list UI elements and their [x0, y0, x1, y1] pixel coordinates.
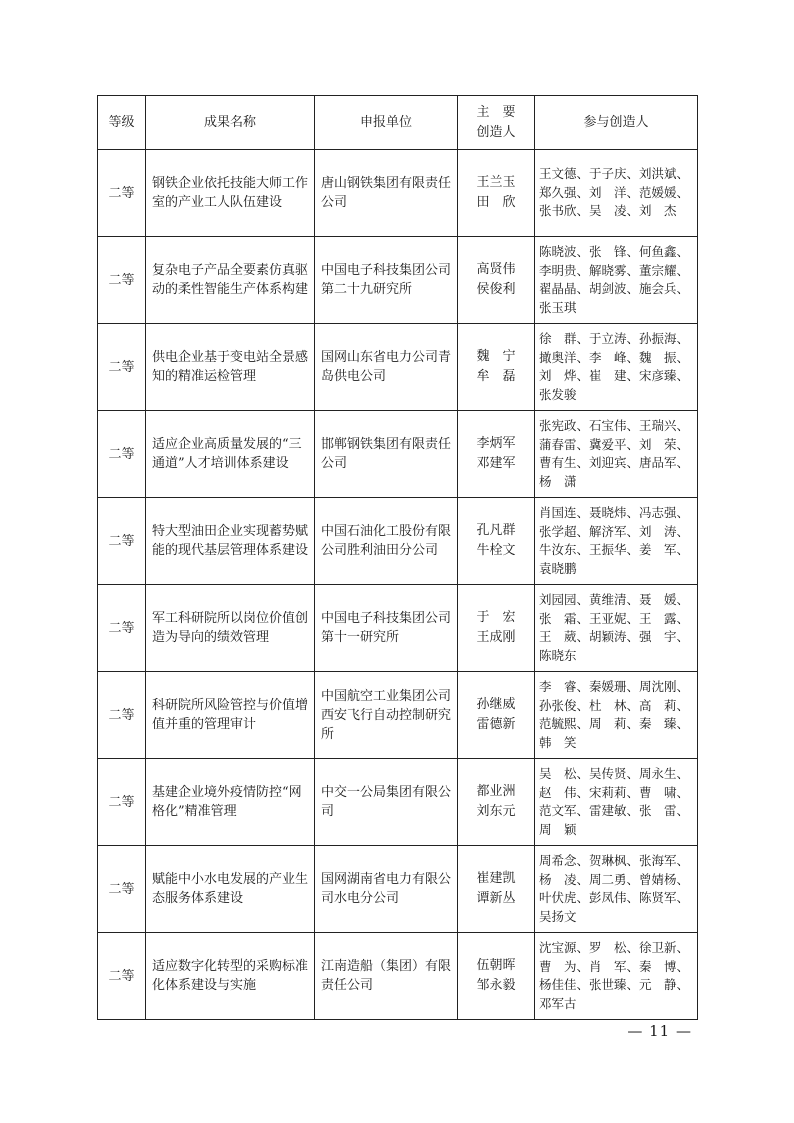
table-row: [98, 672, 698, 759]
main-creator-cell: [458, 933, 535, 1020]
main-creator-cell: [458, 150, 535, 237]
applicant-unit-cell: 国网山东省电力公司青岛供电公司: [315, 324, 458, 411]
table-row: [98, 585, 698, 672]
participants-line: 张玉琪: [539, 299, 577, 315]
main-creator-name: 魏 宁: [476, 349, 516, 364]
main-creator-cell: [458, 846, 535, 933]
main-creator-cell: [458, 498, 535, 585]
participants-line: 韩 笑: [539, 734, 577, 750]
main-creator-name: 刘东元: [476, 804, 516, 819]
participants-cell: [535, 411, 698, 498]
achievement-name-cell: 供电企业基于变电站全景感知的精准运检管理: [146, 324, 315, 411]
participants-line: 杨 凌、周二勇、曾婧杨、: [539, 871, 690, 887]
header-main-creator-line1: 主 要: [476, 104, 516, 120]
participants-line: 刘园园、黄维清、聂 媛、: [539, 592, 690, 607]
participants-cell: [535, 237, 698, 324]
participants-line: 张发骏: [539, 386, 577, 402]
header-main-creator-line2: 创造人: [476, 124, 516, 140]
table-row: [98, 759, 698, 846]
main-creator-name: 王成刚: [476, 630, 516, 645]
participants-line: 王 葳、胡颖涛、强 宇、: [539, 629, 690, 644]
applicant-unit-cell: 江南造船（集团）有限责任公司: [315, 933, 458, 1020]
participants-line: 张宪政、石宝伟、王瑞兴、: [539, 418, 690, 433]
participants-line: 周希念、贺琳枫、张海军、: [539, 853, 690, 868]
main-creator-name: 孔凡群: [476, 523, 516, 538]
participants-line: 赵 伟、宋莉莉、曹 啸、: [539, 784, 690, 800]
main-creator-name: 王兰玉: [476, 175, 516, 190]
main-creator-name: 高贤伟: [476, 262, 516, 277]
participants-line: 吴 松、吴传贤、周永生、: [539, 766, 690, 781]
applicant-unit-cell: 国网湖南省电力有限公司水电分公司: [315, 846, 458, 933]
header-applicant-unit: 申报单位: [315, 96, 458, 150]
participants-line: 张 霜、王亚妮、王 露、: [539, 610, 690, 626]
main-creator-cell: [458, 585, 535, 672]
main-creator-name: 田 欣: [476, 195, 516, 210]
header-main-creator: [458, 96, 535, 150]
table-row: [98, 411, 698, 498]
participants-line: 曹有生、刘迎宾、唐品军、: [539, 455, 690, 470]
participants-line: 范文军、雷建敏、张 雷、: [539, 803, 690, 818]
participants-cell: [535, 846, 698, 933]
applicant-unit-cell: 唐山钢铁集团有限责任公司: [315, 150, 458, 237]
participants-line: 陈晓东: [539, 647, 577, 663]
participants-cell: [535, 498, 698, 585]
main-creator-name: 雷德新: [476, 717, 516, 732]
main-creator-name: 都业洲: [476, 784, 516, 799]
award-table: [97, 95, 698, 1020]
applicant-unit-cell: 中国石油化工股份有限公司胜利油田分公司: [315, 498, 458, 585]
grade-cell: 二等: [98, 672, 146, 759]
table-body: [98, 150, 698, 1020]
participants-line: 牛汝东、王振华、姜 军、: [539, 542, 690, 557]
achievement-name-cell: 基建企业境外疫情防控“网格化”精准管理: [146, 759, 315, 846]
grade-cell: 二等: [98, 585, 146, 672]
participants-line: 杨佳佳、张世臻、元 静、: [539, 977, 690, 992]
achievement-name-cell: 适应企业高质量发展的“三通道”人才培训体系建设: [146, 411, 315, 498]
participants-line: 杨 潇: [539, 473, 577, 489]
participants-line: 李明贵、解晓雾、董宗耀、: [539, 262, 690, 278]
participants-line: 叶伏虎、彭凤伟、陈贤军、: [539, 890, 690, 905]
main-creator-cell: [458, 672, 535, 759]
applicant-unit-cell: 中国航空工业集团公司西安飞行自动控制研究所: [315, 672, 458, 759]
main-creator-cell: [458, 324, 535, 411]
grade-cell: 二等: [98, 411, 146, 498]
grade-cell: 二等: [98, 933, 146, 1020]
participants-cell: [535, 150, 698, 237]
table-row: [98, 237, 698, 324]
achievement-name-cell: 赋能中小水电发展的产业生态服务体系建设: [146, 846, 315, 933]
main-creator-name: 邓建军: [476, 456, 516, 471]
grade-cell: 二等: [98, 846, 146, 933]
main-creator-name: 谭新丛: [476, 891, 516, 906]
table-header-row: [98, 96, 698, 150]
main-creator-name: 邹永毅: [476, 978, 516, 993]
table-row: [98, 324, 698, 411]
grade-cell: 二等: [98, 324, 146, 411]
main-creator-name: 孙继威: [476, 697, 516, 712]
participants-line: 蒲春雷、冀爱平、刘 荣、: [539, 436, 690, 452]
applicant-unit-cell: 中国电子科技集团公司第十一研究所: [315, 585, 458, 672]
achievement-name-cell: 钢铁企业依托技能大师工作室的产业工人队伍建设: [146, 150, 315, 237]
main-creator-name: 崔建凯: [476, 871, 516, 886]
main-creator-cell: [458, 237, 535, 324]
grade-cell: 二等: [98, 759, 146, 846]
participants-cell: [535, 672, 698, 759]
main-creator-cell: [458, 411, 535, 498]
participants-line: 孙张俊、杜 林、高 莉、: [539, 697, 690, 713]
grade-cell: 二等: [98, 150, 146, 237]
participants-line: 袁晓鹏: [539, 560, 577, 576]
achievement-name-cell: 适应数字化转型的采购标准化体系建设与实施: [146, 933, 315, 1020]
applicant-unit-cell: 邯郸钢铁集团有限责任公司: [315, 411, 458, 498]
participants-line: 肖国连、聂晓炜、冯志强、: [539, 505, 690, 520]
participants-line: 李 睿、秦媛珊、周沈刚、: [539, 679, 690, 694]
header-participants: 参与创造人: [535, 96, 698, 150]
participants-line: 邓军古: [539, 995, 577, 1011]
table-row: [98, 150, 698, 237]
applicant-unit-cell: 中交一公局集团有限公司: [315, 759, 458, 846]
table-row: [98, 933, 698, 1020]
table-row: [98, 498, 698, 585]
grade-cell: 二等: [98, 498, 146, 585]
participants-line: 沈宝源、罗 松、徐卫新、: [539, 940, 690, 955]
participants-cell: [535, 585, 698, 672]
participants-cell: [535, 933, 698, 1020]
main-creator-name: 牛栓文: [476, 543, 516, 558]
main-creator-cell: [458, 759, 535, 846]
table-row: [98, 846, 698, 933]
participants-cell: [535, 324, 698, 411]
main-creator-name: 李炳军: [476, 436, 516, 451]
participants-line: 撖奥洋、李 峰、魏 振、: [539, 349, 690, 365]
main-creator-name: 于 宏: [476, 610, 516, 625]
header-achievement-name: 成果名称: [146, 96, 315, 150]
participants-line: 张学超、解济军、刘 涛、: [539, 523, 690, 539]
main-creator-name: 牟 磊: [476, 369, 516, 384]
participants-line: 翟晶晶、胡剑波、施会兵、: [539, 281, 690, 296]
page-number: — 11 —: [627, 1022, 692, 1040]
participants-line: 范毓熙、周 莉、秦 臻、: [539, 716, 690, 731]
achievement-name-cell: 特大型油田企业实现蓄势赋能的现代基层管理体系建设: [146, 498, 315, 585]
achievement-name-cell: 复杂电子产品全要素仿真驱动的柔性智能生产体系构建: [146, 237, 315, 324]
header-grade: 等级: [98, 96, 146, 150]
participants-line: 刘 烨、崔 建、宋彦臻、: [539, 368, 690, 383]
participants-line: 曹 为、肖 军、秦 博、: [539, 958, 690, 974]
main-creator-name: 伍朝晖: [476, 958, 516, 973]
participants-cell: [535, 759, 698, 846]
achievement-name-cell: 军工科研院所以岗位价值创造为导向的绩效管理: [146, 585, 315, 672]
grade-cell: 二等: [98, 237, 146, 324]
participants-line: 郑久强、刘 洋、范媛媛、: [539, 184, 690, 200]
participants-line: 王文德、于子庆、刘洪斌、: [539, 166, 690, 182]
participants-line: 陈晓波、张 锋、何鱼鑫、: [539, 244, 690, 259]
applicant-unit-cell: 中国电子科技集团公司第二十九研究所: [315, 237, 458, 324]
participants-line: 吴扬文: [539, 908, 577, 924]
participants-line: 徐 群、于立涛、孙振海、: [539, 331, 690, 346]
participants-line: 张书欣、吴 凌、刘 杰: [539, 203, 677, 219]
main-creator-name: 侯俊利: [476, 282, 516, 297]
participants-line: 周 颖: [539, 821, 577, 837]
achievement-name-cell: 科研院所风险管控与价值增值并重的管理审计: [146, 672, 315, 759]
